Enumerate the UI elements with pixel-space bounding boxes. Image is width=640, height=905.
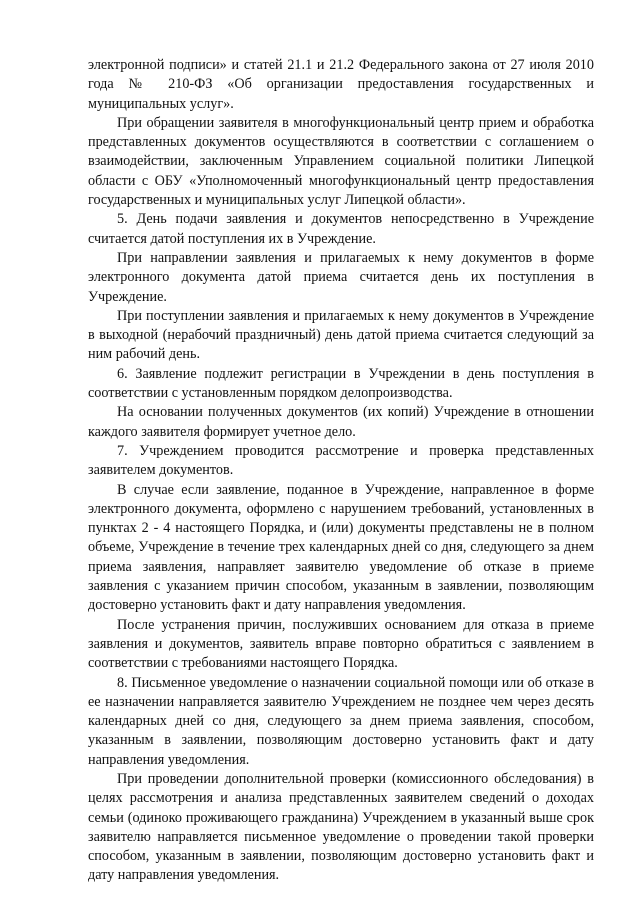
paragraph-reapplication: После устранения причин, послуживших основанием для отказа в приеме заявления и документов, заявитель вправе повторно обратиться с заявлением в соответствии с требованиями настоящего Порядка.: [88, 616, 594, 672]
paragraph-holiday-receipt: При поступлении заявления и прилагаемых к нему документов в Учреждение в выходной (нерабочий праздничный) день датой приема считается следующий за ним рабочий день.: [88, 307, 594, 363]
paragraph-item-5: 5. День подачи заявления и документов непосредственно в Учреждение считается датой поступления их в Учреждение.: [88, 211, 594, 247]
paragraph-additional-check: При проведении дополнительной проверки (комиссионного обследования) в целях рассмотрения и анализа представленных заявителем сведений о доходах семьи (одиноко проживающего гражданина) Учреждением в указанный выше срок заявителю направляется письменное уведомление о проведении такой проверки способом, указанным в заявлении, позволяющим достоверно установить факт и дату направления уведомления.: [88, 770, 594, 884]
paragraph-item-7: 7. Учреждением проводится рассмотрение и проверка представленных заявителем документов.: [88, 442, 594, 479]
paragraph-mfc-processing: При обращении заявителя в многофункциональный центр прием и обработка представленных документов осуществляются в соответствии с соглашением о взаимодействии, заключенным Управлением социальной политики Липецкой области с ОБУ «Уполномоченный многофункциональный центр предоставления государственных и муниципальных услуг Липецкой области».: [88, 114, 594, 209]
document-page: [88, 56, 594, 886]
paragraph-item-8: 8. Письменное уведомление о назначении социальной помощи или об отказе в ее назначении направляется заявителю Учреждением не позднее чем через десять календарных дней со дня, следующего за днем приема заявления, способом, указанным в заявлении, позволяющим достоверно установить факт и дату направления уведомления.: [88, 674, 594, 768]
paragraph-account-file: На основании полученных документов (их копий) Учреждение в отношении каждого заявителя формирует учетное дело.: [88, 404, 594, 440]
paragraph-item-6: 6. Заявление подлежит регистрации в Учреждении в день поступления в соответствии с установленным порядком делопроизводства.: [88, 365, 594, 402]
paragraph-law-reference: электронной подписи» и статей 21.1 и 21.2 Федерального закона от 27 июля 2010 года № 210-ФЗ «Об организации предоставления государственных и муниципальных услуг».: [88, 57, 594, 112]
paragraph-electronic-receipt: При направлении заявления и прилагаемых к нему документов в форме электронного документа датой приема считается день их поступления в Учреждение.: [88, 249, 594, 305]
paragraph-refusal-notice: В случае если заявление, поданное в Учреждение, направленное в форме электронного документа, оформлено с нарушением требований, установленных в пунктах 2 - 4 настоящего Порядка, и (или) документы представлены не в полном объеме, Учреждение в течение трех календарных дней со дня, следующего за днем приема заявления, направляет заявителю уведомление об отказе в приеме заявления с указанием причин способом, указанным в заявлении, позволяющим достоверно установить факт и дату направления уведомления.: [88, 481, 594, 614]
